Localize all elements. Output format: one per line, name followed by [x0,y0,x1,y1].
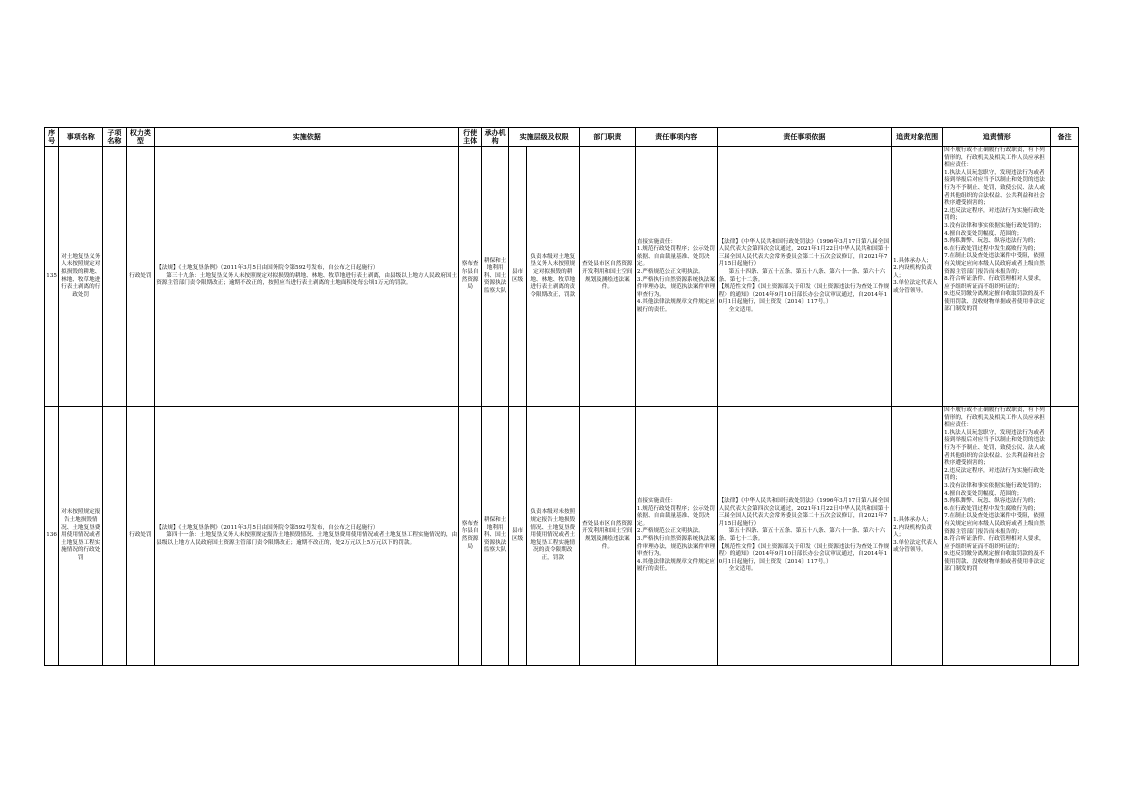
remark [1051,147,1079,407]
basis-line: 第三十九条：土地复垦义务人未按照规定对拟损毁的耕地、林地、牧草地进行表土剥离，由县级以上地方人民政府国土资源主管部门责令限期改正；逾期不改正的，按照应当进行表土剥离的土地面积处每公顷1万元的罚款。 [156,272,458,287]
duty-content-line: 3.严格执行自然资源系统执法案件审理办法，规范执法案件审理审查行为。 [636,276,716,298]
duty-content-line: 直接实施责任： [636,498,677,505]
duty-basis-line: 【规范性文件】《国土资源部关于印发〈国土资源违法行为查处工作规程〉的通知》（2014年9月10日部长办公会议审议通过，自2014年10月1日起施行，国土资发〔2014〕117号。） [718,543,890,565]
situation-line: 5.徇私舞弊、玩忽、纵容违法行为的； [944,238,1039,245]
duty-basis-line: 【规范性文件】《国土资源部关于印发〈国土资源违法行为查处工作规程〉的通知》（2014年9月10日部长办公会议审议通过，自2014年10月1日起施行，国土资发〔2014〕117号。） [718,284,890,306]
basis-line: 【法规】《土地复垦条例》（2011年3月5日由国务院令第592号发布，自公布之日起施行） [156,265,379,272]
duty-basis-cell [717,407,892,666]
power-type: 行政处罚 [126,147,155,407]
item-name: 对未按照规定报告土地损毁情况、土地复垦费用使用情况或者土地复垦工程实施情况的行政处罚 [59,407,103,666]
dept-duty: 查处县市区自然资源开发利用和国土空间规划及测绘违法案件。 [579,407,635,666]
header-level: 实施层级及权限 [509,128,579,147]
duty-basis-line: 第五十四条、第五十五条、第五十八条、第六十一条、第六十六条、第七十二条。 [718,528,886,542]
duty-content-cell [635,407,717,666]
duty-content-cell [635,147,717,407]
header-subitem: 子项名称 [103,128,126,147]
situation-line: 2.违反法定程序，对违法行为实施行政处罚的； [944,467,1045,482]
table-row [45,407,1079,666]
subject: 察布查尔县自然资源局 [459,147,481,407]
duty-content-line: 4.其他法律法规规章文件规定应履行的责任。 [636,558,715,573]
header-agency: 承办机构 [481,128,509,147]
situation-line: 4.擅自改变处罚幅度、范围的； [944,490,1023,497]
subitem-name [103,147,126,407]
duty-content-line: 直接实施责任： [636,238,677,245]
duty-content-line: 3.严格执行自然资源系统执法案件审理办法，规范执法案件审理审查行为。 [636,536,716,558]
duty-basis-line: 全文适用。 [728,306,757,313]
duty-basis-line: 全文适用。 [728,566,757,573]
duty-content-line: 1.规范行政处罚程序；公示处罚依据、自由裁量基准、处罚决定。 [636,505,715,527]
row-number: 135 [45,147,59,407]
situation-line: 5.徇私舞弊、玩忽、纵容违法行为的； [944,498,1039,505]
situation-line: 3.没有法律和事实依据实施行政处罚的； [944,482,1045,489]
authority: 负责本级对未按照规定报告土地损毁情况、土地复垦费用使用情况或者土地复垦工程实施情况的责令限期改正，罚款 [526,407,579,666]
header-duty-basis: 责任事项依据 [717,128,892,147]
header-accountable: 追责对象范围 [892,128,943,147]
header-remark: 备注 [1051,128,1079,147]
situation-line: 7.在制止以及查处违法案件中受阻，依照有关规定应向本级人民政府或者上级自然资源主管部门报告而未报告的； [944,513,1045,535]
situation-line: 8.符合听证条件、行政管理相对人要求，应予组织听证而不组织听证的； [944,276,1045,290]
basis-line: 第四十一条：土地复垦义务人未按照规定报告土地损毁情况、土地复垦费用使用情况或者土地复垦工程实施情况的，由县级以上地方人民政府国土资源主管部门责令限期改正；逾期不改正的，处2万元以上5万元以下的罚款。 [156,532,458,546]
agency: 耕保和土地利用科、国土资源执法监察大队 [481,407,509,666]
situation-line: 因不履行或不正确履行行政职责，有下列情形的，行政机关及相关工作人员应承担相应责任： [944,407,1045,429]
dept-duty: 查处县市区自然资源开发利用和国土空间规划及测绘违法案件。 [579,147,635,407]
header-name: 事项名称 [59,128,103,147]
header-situations: 追责情形 [943,128,1051,147]
header-basis: 实施依据 [155,128,459,147]
header-subject: 行使主体 [459,128,481,147]
authority: 负责本级对土地复垦义务人未按照规定对拟损毁的耕地、林地、牧草地进行表土剥离的责令限期改正，罚款 [526,147,579,407]
remark [1051,407,1079,666]
subject: 察布查尔县自然资源局 [459,407,481,666]
situation-line: 1.执法人员玩忽职守，发现违法行为或者接到举报后对应当予以制止和处罚的违法行为不予制止、处罚，致使公民、法人或者其他组织的合法权益、公共利益和社会秩序遭受损害的； [944,169,1045,207]
situation-line: 9.违反罚缴分离规定擅自收取罚款的及不使用罚款、没收财物单据或者使用非法定部门制发的罚 [944,551,1045,573]
header-no: 序号 [45,128,59,147]
basis-line: 【法规】《土地复垦条例》（2011年3月5日由国务院令第592号发布，自公布之日起施行） [156,524,379,531]
duty-basis-cell [717,147,892,407]
power-type: 行政处罚 [126,407,155,666]
item-name: 对土地复垦义务人未按照规定对拟损毁的耕地、林地、牧草地进行表土剥离的行政处罚 [59,147,103,407]
header-row [45,128,1079,147]
accountable-cell [892,407,943,666]
duty-basis-line: 【法律】《中华人民共和国行政处罚法》（1996年3月17日第八届全国人民代表大会第四次会议通过，2021年1月22日中华人民共和国第十三届全国人民代表大会常务委员会第二十五次会议修订，自2021年7月15日起施行） [718,238,889,268]
duty-content-line: 2.严格规范公正文明执法。 [636,528,704,535]
basis-cell [155,147,459,407]
duty-basis-line: 【法律】《中华人民共和国行政处罚法》（1996年3月17日第八届全国人民代表大会第四次会议通过，2021年1月22日中华人民共和国第十三届全国人民代表大会常务委员会第二十五次会议修订，自2021年7月15日起施行） [718,498,889,527]
agency: 耕保和土地利用科、国土资源执法监察大队 [481,147,509,407]
row-number: 136 [45,407,59,666]
duty-content-line: 2.严格规范公正文明执法。 [636,268,704,275]
situation-line: 8.符合听证条件、行政管理相对人要求，应予组织听证而不组织听证的； [944,536,1045,550]
accountable-line: 3.单位法定代表人或分管领导。 [893,280,938,294]
accountable-cell [892,147,943,407]
level: 县市区级 [509,407,526,666]
accountable-line: 2.内设机构负责人； [893,265,933,279]
situation-line: 因不履行或不正确履行行政职责，有下列情形的，行政机关及相关工作人员应承担相应责任： [944,147,1045,169]
duty-basis-line: 第五十四条、第五十五条、第五十八条、第六十一条、第六十六条、第七十二条。 [718,268,886,283]
header-power-type: 权力类型 [126,128,155,147]
accountable-line: 2.内设机构负责人； [893,524,933,539]
situations-cell [943,407,1051,666]
header-dept-duty: 部门职责 [579,128,635,147]
situation-line: 3.没有法律和事实依据实施行政处罚的； [944,222,1045,229]
situations-cell [943,147,1051,407]
table-row [45,147,1079,407]
accountable-line: 1.具体承办人； [893,257,933,264]
situation-line: 9.违反罚缴分离规定擅自收取罚款的及不使用罚款、没收财物单据或者使用非法定部门制发的罚 [944,291,1045,313]
situation-line: 7.在制止以及查处违法案件中受阻，依照有关规定应向本级人民政府或者上级自然资源主管部门报告而未报告的； [944,253,1045,275]
responsibility-table [44,127,1079,666]
subitem-name [103,407,126,666]
accountable-line: 3.单位法定代表人或分管领导。 [893,539,938,554]
basis-cell [155,407,459,666]
accountable-line: 1.具体承办人； [893,517,933,524]
situation-line: 1.执法人员玩忽职守，发现违法行为或者接到举报后对应当予以制止和处罚的违法行为不予制止、处罚，致使公民、法人或者其他组织的合法权益、公共利益和社会秩序遭受损害的； [944,429,1045,467]
duty-content-line: 1.规范行政处罚程序；公示处罚依据、自由裁量基准、处罚决定。 [636,246,715,268]
level: 县市区级 [509,147,526,407]
situation-line: 2.违反法定程序，对违法行为实施行政处罚的； [944,207,1045,222]
situation-line: 4.擅自改变处罚幅度、范围的； [944,230,1023,237]
duty-content-line: 4.其他法律法规规章文件规定应履行的责任。 [636,299,715,313]
situation-line: 6.在行政处罚过程中发生腐败行为的； [944,245,1039,252]
situation-line: 6.在行政处罚过程中发生腐败行为的； [944,505,1039,512]
header-duty-content: 责任事项内容 [635,128,717,147]
